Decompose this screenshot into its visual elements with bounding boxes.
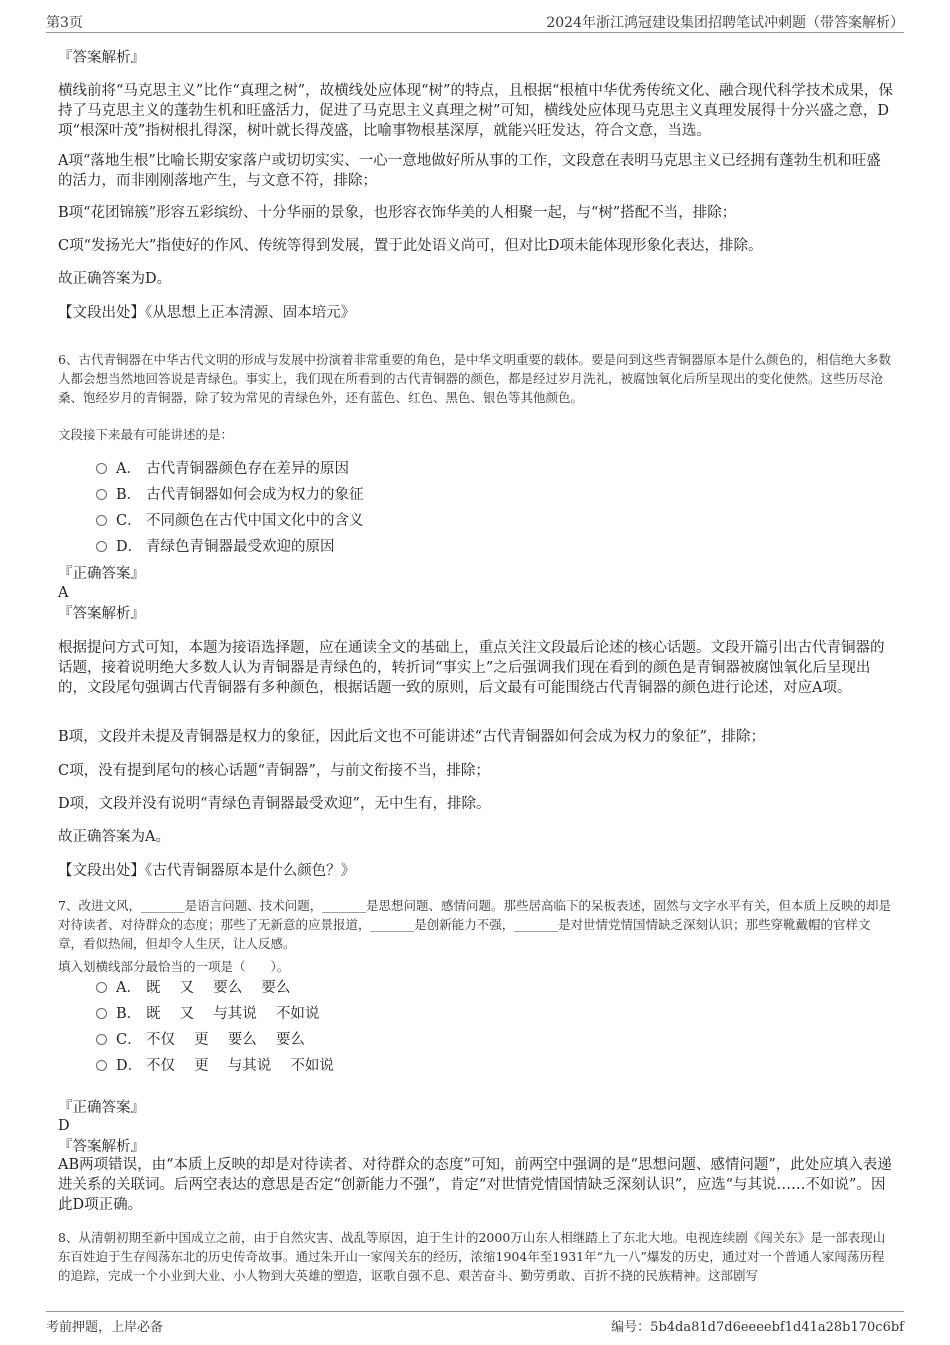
q6-analysis-p3: C项，没有提到尾句的核心话题“青铜器”，与前文衔接不当，排除； — [58, 763, 490, 779]
q6-answer: A — [58, 585, 69, 601]
page-header — [46, 10, 904, 33]
radio-icon[interactable] — [96, 982, 107, 993]
q8-stem: 8、从清朝初期至新中国成立之前，由于自然灾害、战乱等原因，迫于生计的2000万山东人相继踏上了东北大地。电视连续剧《闯关东》是一部表现山东百姓迫于生存闯荡东北的历史传奇故事。通过朱开山一家闯关东的经历，浓缩1904年至1931年“九一八”爆发的历史，通过对一个普通人家闯荡历程的追踪，完成一个小业到大业、小人物到大英雄的塑造，讴歌自强不息、艰苦奋斗、勤劳勇敢、百折不挠的民族精神。这部剧写 — [58, 1230, 886, 1283]
q5-analysis-p2: A项“落地生根”比喻长期安家落户或切切实实、一心一意地做好所从事的工作，文段意在表明马克思主义已经拥有蓬勃生机和旺盛的活力，而非刚刚落地产生，与文意不符，排除； — [58, 153, 881, 189]
q6-analysis-p5: 故正确答案为A。 — [58, 829, 170, 845]
document-title: 2024年浙江鸿冠建设集团招聘笔试冲刺题（带答案解析） — [546, 15, 904, 31]
radio-icon[interactable] — [96, 1034, 107, 1045]
page-footer — [46, 1311, 904, 1336]
q7-answer: D — [58, 1118, 70, 1134]
radio-icon[interactable] — [96, 541, 107, 552]
q7-option-a[interactable]: A． 既 又 要么 要么 — [96, 978, 290, 998]
q6-analysis-p4: D项，文段并没有说明“青绿色青铜器最受欢迎”，无中生有，排除。 — [58, 796, 491, 812]
page-number: 第3页 — [46, 15, 83, 31]
footer-slogan: 考前押题，上岸必备 — [46, 1320, 164, 1335]
q5-analysis-p3: B项“花团锦簇”形容五彩缤纷、十分华丽的景象，也形容衣饰华美的人相聚一起，与“树”搭配不当，排除； — [58, 205, 737, 221]
q6-analysis-label: 『答案解析』 — [58, 606, 145, 622]
q6-option-b[interactable]: B． 古代青铜器如何会成为权力的象征 — [96, 485, 364, 505]
q6-analysis-p2: B项，文段并未提及青铜器是权力的象征，因此后文也不可能讲述“古代青铜器如何会成为权力的象征”，排除； — [58, 729, 765, 745]
q5-analysis-label: 『答案解析』 — [58, 50, 145, 66]
q7-analysis-label: 『答案解析』 — [58, 1139, 145, 1155]
q7-option-c[interactable]: C． 不仅 更 要么 要么 — [96, 1030, 305, 1050]
q7-answer-label: 『正确答案』 — [58, 1100, 145, 1116]
q6-option-c[interactable]: C． 不同颜色在古代中国文化中的含义 — [96, 511, 364, 531]
radio-icon[interactable] — [96, 1008, 107, 1019]
q7-stem: 7、改进文风，_______是语言问题、技术问题，_______是思想问题、感情问题。那些居高临下的呆板表述，固然与文字水平有关，但本质上反映的却是对待读者、对待群众的态度；那些了无新意的应景报道，_______是创新能力不强，_______是对世情党情国情缺乏深刻认识；那些穿靴戴帽的官样文章，看似热闹，但却令人生厌，让人反感。 — [58, 898, 891, 951]
q7-option-d[interactable]: D． 不仅 更 与其说 不如说 — [96, 1056, 334, 1076]
q6-option-a[interactable]: A． 古代青铜器颜色存在差异的原因 — [96, 459, 349, 479]
q6-option-d[interactable]: D． 青绿色青铜器最受欢迎的原因 — [96, 537, 335, 557]
q6-analysis-p1: 根据提问方式可知，本题为接语选择题，应在通读全文的基础上，重点关注文段最后论述的核心话题。文段开篇引出古代青铜器的话题，接着说明绝大多数人认为青铜器是青绿色的，转折词“事实上”之后强调我们现在看到的颜色是青铜器被腐蚀氧化后呈现出的，文段尾句强调古代青铜器有多种颜色，根据话题一致的原则，后文最有可能围绕古代青铜器的颜色进行论述，对应A项。 — [58, 640, 885, 696]
q7-analysis-p1: AB两项错误，由“本质上反映的却是对待读者、对待群众的态度”可知，前两空中强调的是“思想问题、感情问题”，此处应填入表递进关系的关联词。后两空表达的意思是否定“创新能力不强”，肯定“对世情党情国情缺乏深刻认识”，应选“与其说……不如说”。因此D项正确。 — [58, 1157, 892, 1213]
document-code: 编号：5b4da81d7d6eeeebf1d41a28b170c6bf — [611, 1320, 904, 1335]
q7-prompt: 填入划横线部分最恰当的一项是（ ）。 — [58, 959, 290, 974]
q6-source: 【文段出处】《古代青铜器原本是什么颜色？》 — [58, 863, 356, 879]
q7-option-b[interactable]: B． 既 又 与其说 不如说 — [96, 1004, 319, 1024]
q5-analysis-p4: C项“发扬光大”指使好的作风、传统等得到发展，置于此处语义尚可，但对比D项未能体现形象化表达，排除。 — [58, 238, 763, 254]
q5-analysis-p5: 故正确答案为D。 — [58, 271, 172, 287]
radio-icon[interactable] — [96, 489, 107, 500]
q6-answer-label: 『正确答案』 — [58, 566, 145, 582]
q6-stem: 6、古代青铜器在中华古代文明的形成与发展中扮演着非常重要的角色，是中华文明重要的载体。要是问到这些青铜器原本是什么颜色的，相信绝大多数人都会想当然地回答说是青绿色。事实上，我们现在所看到的古代青铜器的颜色，都是经过岁月洗礼，被腐蚀氧化后所呈现出的变化使然。这些历尽沧桑、饱经岁月的青铜器，除了较为常见的青绿色外，还有蓝色、红色、黑色、银色等其他颜色。 — [58, 352, 891, 405]
q5-source: 【文段出处】《从思想上正本清源、固本培元》 — [58, 305, 356, 321]
q6-prompt: 文段接下来最有可能讲述的是： — [58, 427, 234, 442]
radio-icon[interactable] — [96, 515, 107, 526]
q5-analysis-p1: 横线前将“马克思主义”比作“真理之树”，故横线处应体现“树”的特点，且根据“根植中华优秀传统文化、融合现代科学技术成果，保持了马克思主义的蓬勃生机和旺盛活力，促进了马克思主义真理之树”可知，横线处应体现马克思主义真理发展得十分兴盛之意，D项“根深叶茂”指树根扎得深，树叶就长得茂盛，比喻事物根基深厚，就能兴旺发达，符合文意，当选。 — [58, 83, 893, 139]
radio-icon[interactable] — [96, 463, 107, 474]
radio-icon[interactable] — [96, 1060, 107, 1071]
